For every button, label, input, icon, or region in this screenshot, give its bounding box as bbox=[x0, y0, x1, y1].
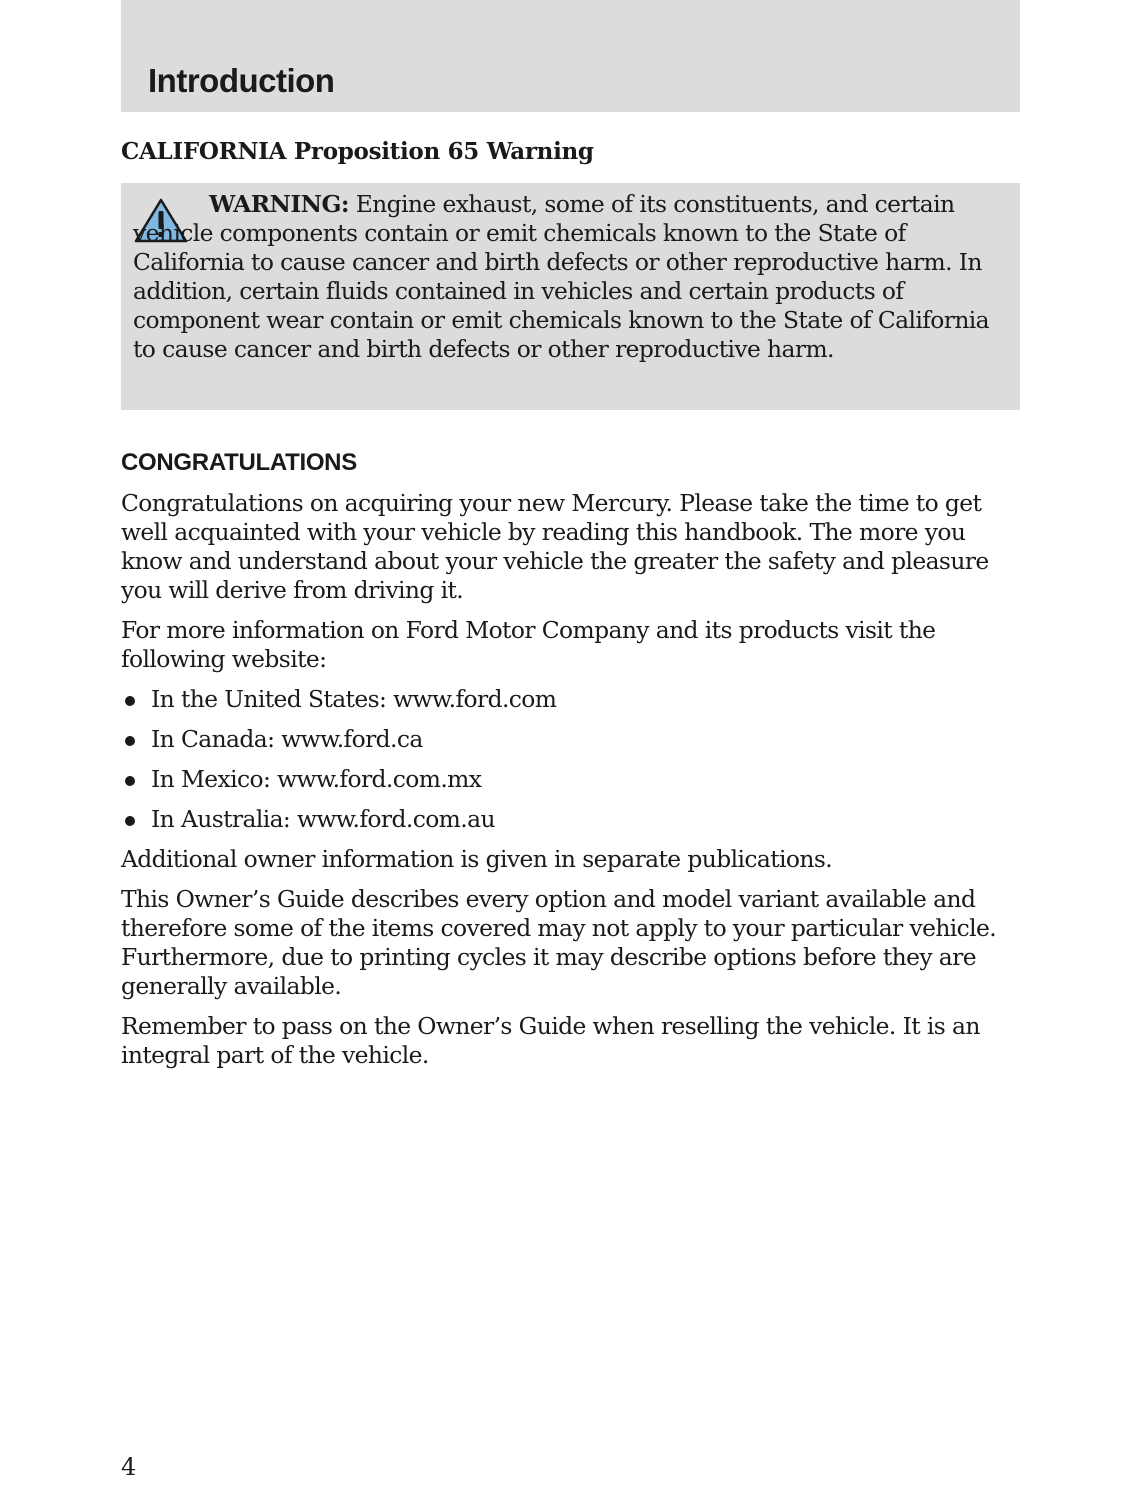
website-canada: In Canada: www.ford.ca bbox=[151, 725, 423, 753]
bullet-icon bbox=[121, 805, 151, 834]
bullet-icon bbox=[121, 725, 151, 754]
website-mexico: In Mexico: www.ford.com.mx bbox=[151, 765, 482, 793]
warning-body: Engine exhaust, some of its constituents, and certain vehicle components contain or emit chemicals known to the State of California to cause cancer and birth defects or other reproductive harm. In addition, certain fluids contained in vehicles and certain products of component wear contain or emit chemicals known to the State of California to cause cancer and birth defects or other reproductive harm. bbox=[133, 190, 990, 363]
list-item bbox=[121, 725, 1021, 754]
page-title: Introduction bbox=[148, 62, 335, 99]
list-item bbox=[121, 685, 1021, 714]
owners-guide-paragraph: This Owner’s Guide describes every option and model variant available and therefore some of the items covered may not apply to your particular vehicle. Furthermore, due to printing cycles it may describe options before they are generally available. bbox=[121, 885, 997, 1000]
website-list bbox=[121, 685, 1021, 834]
additional-info-paragraph: Additional owner information is given in separate publications. bbox=[121, 845, 833, 873]
congratulations-paragraph: Congratulations on acquiring your new Mercury. Please take the time to get well acquainted with your vehicle by reading this handbook. The more you know and understand about your vehicle the greater the safety and pleasure you will derive from driving it. bbox=[121, 489, 989, 604]
warning-label: WARNING: bbox=[209, 190, 349, 218]
website-australia: In Australia: www.ford.com.au bbox=[151, 805, 495, 833]
prop65-heading: CALIFORNIA Proposition 65 Warning bbox=[121, 138, 594, 165]
more-info-paragraph: For more information on Ford Motor Company and its products visit the following website: bbox=[121, 616, 936, 673]
bullet-icon bbox=[121, 685, 151, 714]
website-us: In the United States: www.ford.com bbox=[151, 685, 557, 713]
bullet-icon bbox=[121, 765, 151, 794]
congratulations-heading: CONGRATULATIONS bbox=[121, 449, 357, 476]
list-item bbox=[121, 805, 1021, 834]
reselling-paragraph: Remember to pass on the Owner’s Guide when reselling the vehicle. It is an integral part of the vehicle. bbox=[121, 1012, 980, 1069]
warning-paragraph bbox=[133, 190, 1013, 364]
page-number: 4 bbox=[121, 1453, 137, 1481]
list-item bbox=[121, 765, 1021, 794]
congratulations-body bbox=[121, 489, 1021, 1081]
